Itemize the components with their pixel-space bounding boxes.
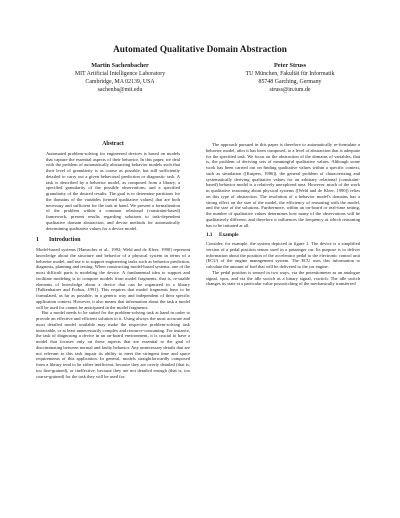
author-name: Martin Sachenbacher (91, 62, 149, 69)
subsection-heading (206, 233, 360, 239)
abstract (36, 142, 190, 231)
abstract-heading: Abstract (102, 141, 124, 147)
paper-title: Automated Qualitative Domain Abstraction (113, 44, 287, 54)
body-paragraph: Consider, for example, the system depicted in figure 1. The device is a simplified version of a pedal position sensor used in a passenger car. Its purpose is to deliver information about the position of the accelerator pedal to the electronic control unit (ECU) of the engine management system. The ECU uses this information to calculate the amount of fuel that will be delivered to the car engine. (206, 241, 360, 269)
section-heading (36, 238, 190, 244)
author-name: Peter Struss (273, 62, 307, 69)
body-paragraph: The approach pursued in this paper is therefore to automatically re-formulate a behavior model, after it has been composed, to a level of abstraction that is adequate for the specified task. We focus on the abstraction of the domains of variables, that is, the problem of deriving sets of meaningful qualitative values. Although some work has been carried out on finding qualitative values within a specific context, such as simulation ([Kuipers, 1986]), the general problem of characterizing and systematically deriving qualitative values for an arbitrary relational (constraint-based) behavior model is a relatively unexplored area. However, much of the work in qualitative reasoning about physical systems ([Weld and de Kleer, 1990]) relies on this type of abstraction. The resolution of a behavior model's domains has a strong effect on the size of the model, the efficiency of reasoning with the model, and the size of the solutions. Furthermore, within an on-board or real-time setting, the number of qualitative values determines how many of the observations will be qualitatively different, and therefore it influences the frequency at which reasoning has to be initiated at all. (206, 142, 360, 228)
author-block-1 (45, 62, 195, 94)
body-paragraph: The pedal position is sensed in two ways, via the potentiometer as an analogue signal, vpos, and via the idle switch as a binary signal, vswitch. The idle switch changes its state at a particular value posswitching of the mechanically transferred (206, 269, 360, 287)
abstract-text: Automated problem-solving for engineered devices is based on models that capture the essential aspects of their behavior. In this paper, we deal with the problem of automatically abstracting behavior models such that their level of granularity is as coarse as possible, but still sufficiently detailed to carry out a given behavioral prediction or diagnostic task. A task is described by a behavior model, as composed from a library, a specified granularity of the possible observations, and a specified granularity of the desired results. The goal is to determine partitions for the domains of the variables (termed qualitative values) that are both necessary and sufficient for the task at hand. We present a formalization of the problem within a common relational (constraint-based) framework, present results regarding solutions to task-dependent qualitative domain abstraction, and devise methods for automatically determining qualitative values for a device model. (46, 150, 180, 231)
author-block-2 (215, 62, 365, 94)
subsection-number: 1.1 (206, 232, 213, 239)
subsection-title: Example (219, 232, 239, 239)
left-column (36, 142, 190, 379)
section-number: 1 (36, 237, 39, 244)
author-affiliation: TU München, Fakultät für Informatik (245, 71, 335, 77)
right-column (206, 142, 360, 287)
body-paragraph: But a model needs to be suited for the problem-solving task at hand in order to provide an effective and efficient solution to it. Using always the most accurate and most detailed model available may make the respective problem-solving task intractable, or at least unnecessarily complex and resource-consuming. For instance, the task of diagnosing a device in an on-board environment, it is crucial to have a model that focuses only on those aspects that are essential to the goal of discriminating between normal and faulty behavior. Any unnecessary details that are not relevant to this task impair its ability to meet the stringent time and space requirements of this application. In general, models straightforwardly composed from a library tend to be either inefficient, because they are overly detailed (that is, too fine-grained), or ineffective, because they are not detailed enough (that is, too coarse-grained) for the task they will be used for. (36, 310, 190, 379)
section-title: Introduction (49, 237, 81, 244)
author-address: 85748 Garching, Germany (258, 79, 322, 85)
author-email: struss@in.tum.de (269, 87, 311, 93)
author-affiliation: MIT Artificial Intelligence Laboratory (74, 71, 166, 77)
author-address: Cambridge, MA 02139, USA (85, 79, 155, 85)
author-email: sachenba@mit.edu (97, 87, 143, 93)
body-paragraph: Model-based systems [Hamscher et al., 1992; Weld and de Kleer, 1990] represent knowledge about the structure and behavior of a physical system in terms of a behavior model, and use it to support engineering tasks such as behavior prediction, diagnosis, planning and testing. When constructing model-based systems, one of the most difficult parts is modeling the device. A fundamental idea to support and facilitate modeling is to compose models from model fragments, that is, re-usable elements of knowledge about a device that can be organized in a library [Falkenhainer and Forbus, 1991]. This requires that model fragments have to be formulated, as far as possible, in a generic way and independent of their specific application context. However, it also means that information about the task a model will be used for cannot be anticipated in the model fragments. (36, 247, 190, 310)
